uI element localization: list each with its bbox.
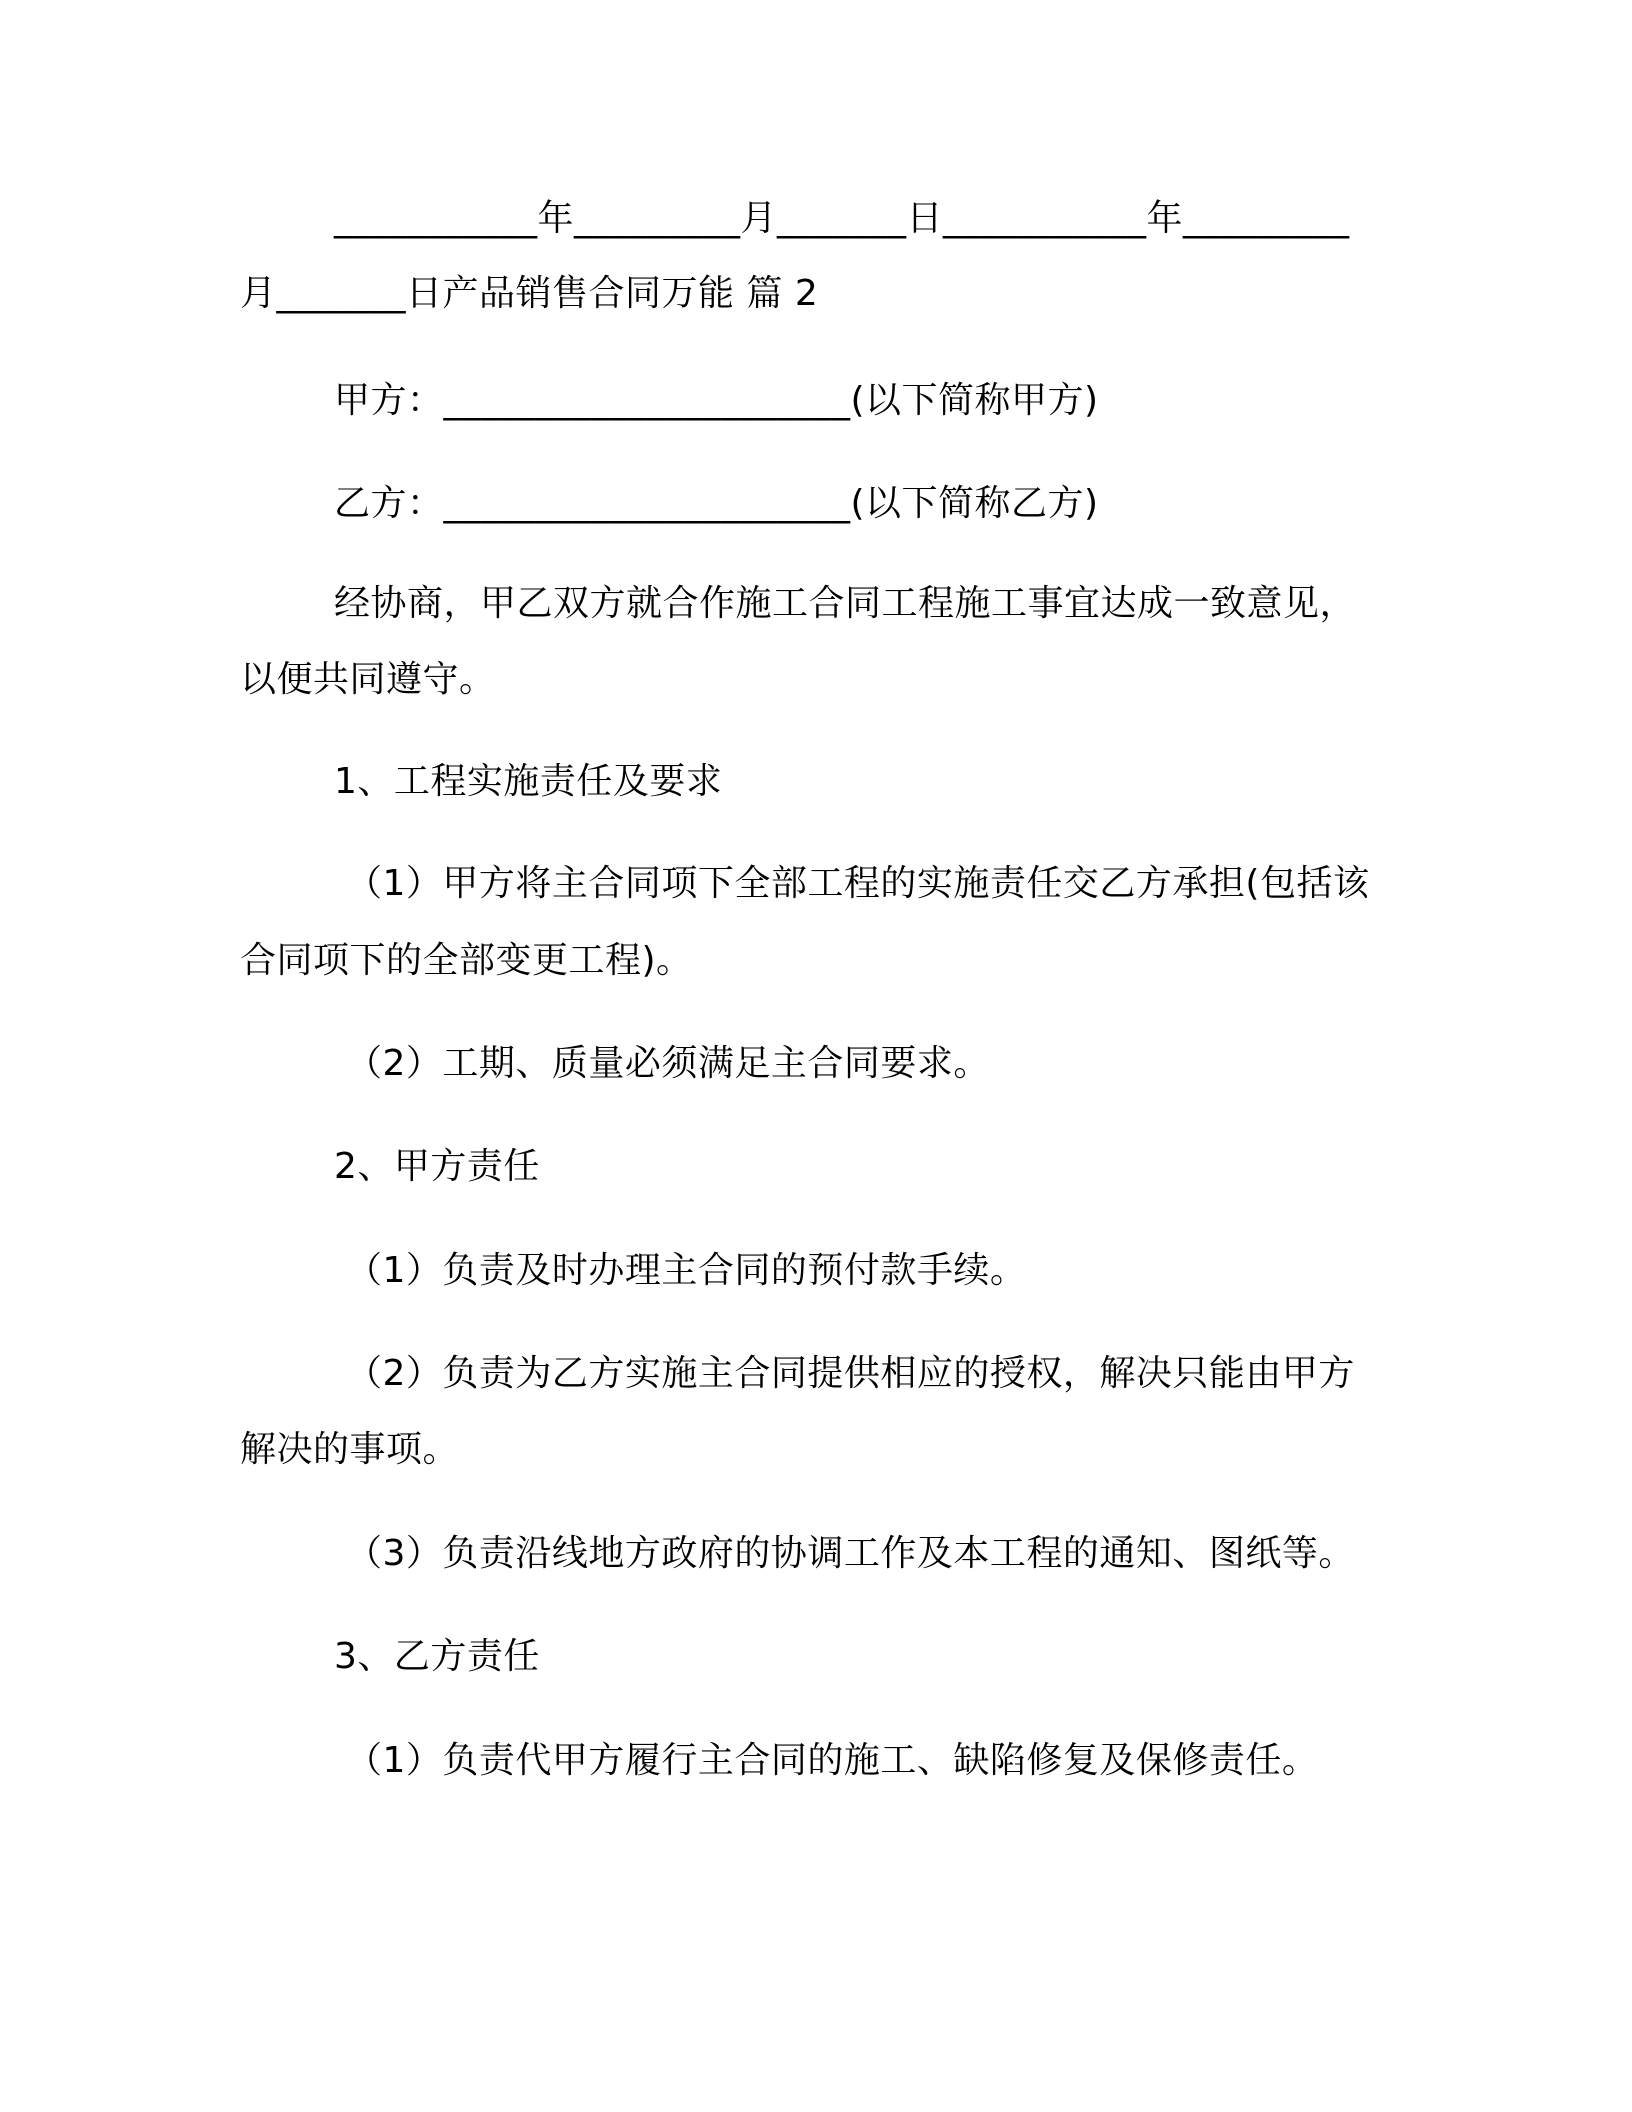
section-2-item-1: （1）负责及时办理主合同的预付款手续。 <box>346 1250 1027 1291</box>
section-1-title: 1、工程实施责任及要求 <box>334 761 723 802</box>
section-2-item-3: （3）负责沿线地方政府的协调工作及本工程的通知、图纸等。 <box>346 1533 1355 1574</box>
date-line-1: ___________年_________月_______日___________年_________ <box>334 198 1350 239</box>
section-2-item-2-line-2: 解决的事项。 <box>240 1429 460 1470</box>
section-2-title: 2、甲方责任 <box>334 1146 540 1187</box>
section-3-item-1: （1）负责代甲方履行主合同的施工、缺陷修复及保修责任。 <box>346 1740 1319 1781</box>
intro-line-1: 经协商，甲乙双方就合作施工合同工程施工事宜达成一致意见， <box>334 583 1357 624</box>
section-2-item-2-line-1: （2）负责为乙方实施主合同提供相应的授权，解决只能由甲方 <box>346 1353 1355 1394</box>
party-a-line: 甲方：______________________(以下简称甲方) <box>334 380 1099 421</box>
date-line-2-title: 月_______日产品销售合同万能 篇 2 <box>240 273 819 314</box>
party-b-line: 乙方：______________________(以下简称乙方) <box>334 483 1099 524</box>
section-1-item-2: （2）工期、质量必须满足主合同要求。 <box>346 1043 990 1084</box>
section-1-item-1-line-2: 合同项下的全部变更工程)。 <box>240 940 693 981</box>
intro-line-2: 以便共同遵守。 <box>240 659 496 700</box>
section-3-title: 3、乙方责任 <box>334 1636 540 1677</box>
section-1-item-1-line-1: （1）甲方将主合同项下全部工程的实施责任交乙方承担(包括该 <box>346 863 1370 904</box>
